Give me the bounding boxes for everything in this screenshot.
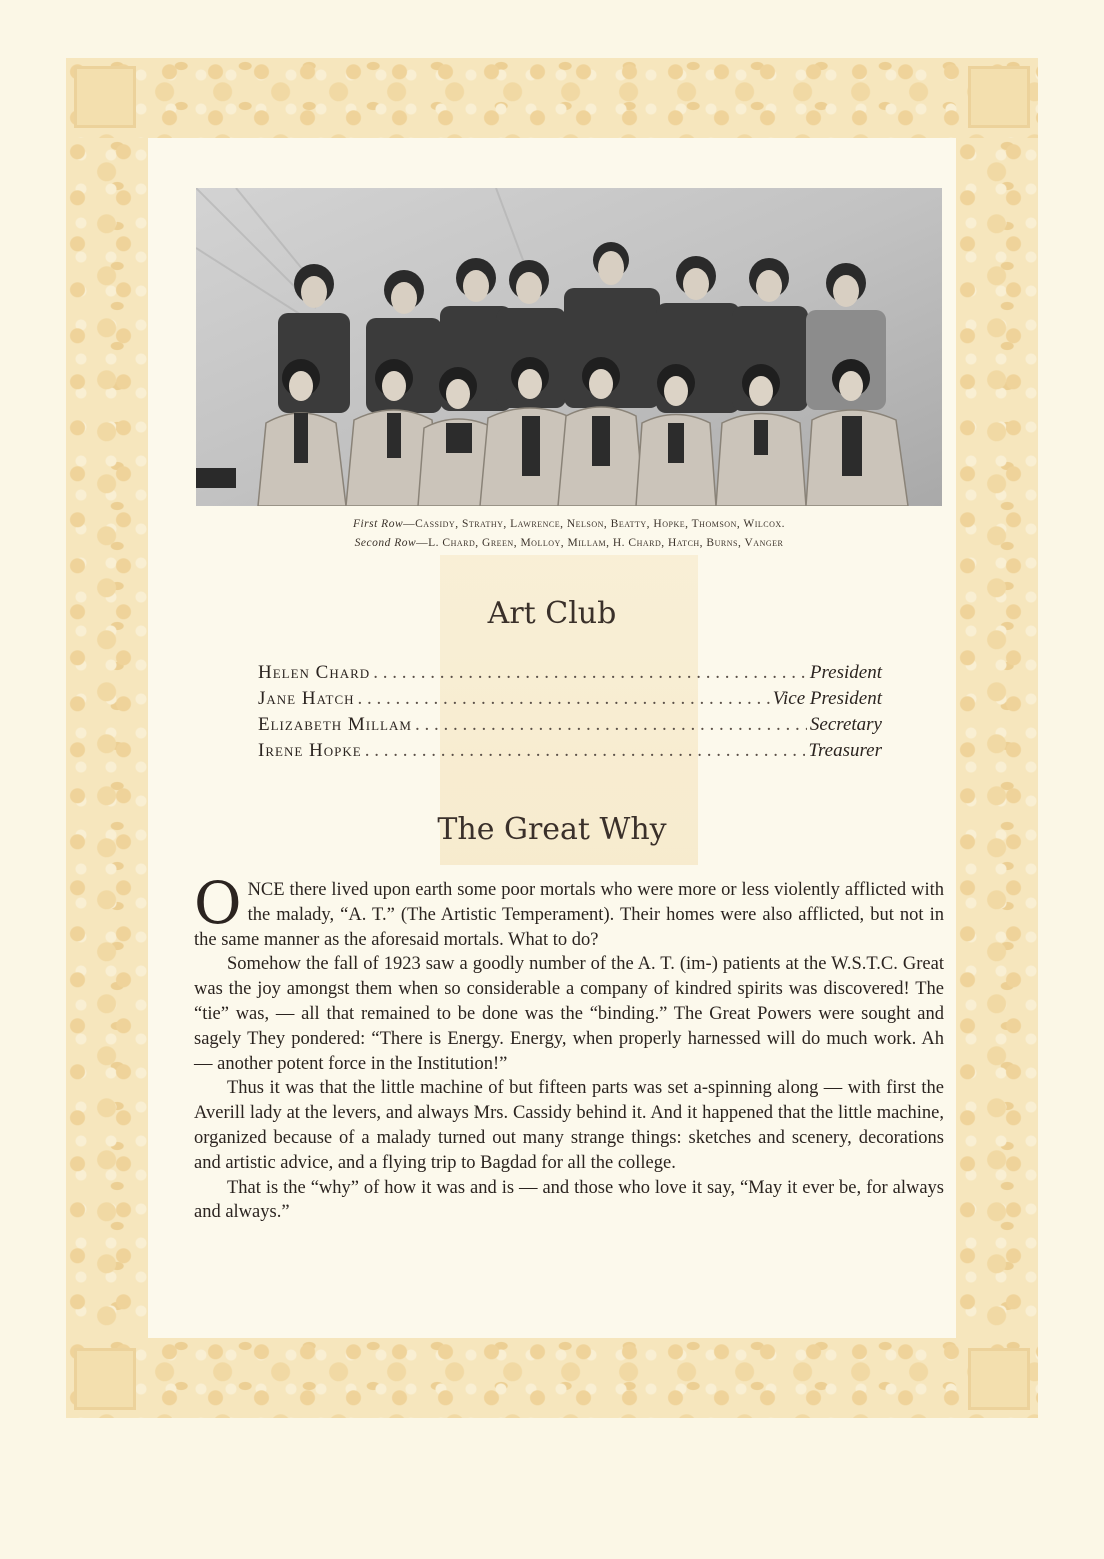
- border-right: [956, 138, 1038, 1338]
- officer-name: Helen Chard: [258, 662, 371, 683]
- officer-role: President: [809, 662, 882, 683]
- article-paragraph: Somehow the fall of 1923 saw a goodly number of the A. T. (im-) patients at the W.S.T.C. Great was the joy amongst them when so considerable a company of kindred spirits was discovered! The “tie” was, — all that remained to be done was the “binding.” The Great Powers were sought and sagely They pondered: “There is Energy. Energy, when properly harnessed will do much work. Ah — another potent force in the Institution!”: [194, 954, 944, 1074]
- officer-role: Treasurer: [808, 740, 882, 761]
- officer-row: [258, 714, 882, 740]
- officer-name: Jane Hatch: [258, 688, 355, 709]
- leader-dots: [358, 688, 770, 710]
- article-title: The Great Why: [437, 812, 667, 847]
- paragraph-text: NCE there lived upon earth some poor mortals who were more or less violently afflicted with the malady, “A. T.” (The Artistic Temperament). Their homes were also afflicted, but not in the same manner as the aforesaid mortals. What to do?: [194, 880, 944, 950]
- border-corner: [74, 66, 136, 128]
- border-bottom: [66, 1338, 1038, 1418]
- caption-row1-label: First Row: [352, 518, 404, 530]
- border-top: [66, 58, 1038, 138]
- officer-row: [258, 662, 882, 688]
- officer-list: [258, 662, 882, 766]
- officer-row: [258, 740, 882, 766]
- officer-role: Secretary: [809, 714, 882, 735]
- leader-dots: [373, 662, 807, 684]
- caption-row2-label: Second Row: [354, 537, 417, 549]
- border-corner: [74, 1348, 136, 1410]
- club-title: Art Club: [487, 596, 617, 631]
- group-photo-image: [196, 188, 942, 506]
- group-photo: [196, 188, 942, 506]
- caption-row2-names: —L. Chard, Green, Molloy, Millam, H. Chard, Hatch, Burns, Vanger: [416, 537, 784, 549]
- caption-row1-names: —Cassidy, Strathy, Lawrence, Nelson, Beatty, Hopke, Thomson, Wilcox.: [403, 518, 786, 530]
- officer-row: [258, 688, 882, 714]
- photo-caption-row1: [196, 518, 942, 530]
- article-paragraph: Thus it was that the little machine of but fifteen parts was set a-spinning along — with first the Averill lady at the levers, and always Mrs. Cassidy behind it. And it happened that the little machine, organized because of a malady turned out many strange things: sketches and scenery, decorations and artistic advice, and a flying trip to Bagdad for all the college.: [194, 1078, 944, 1173]
- officer-role: Vice President: [772, 688, 882, 709]
- article-paragraph: [194, 869, 944, 952]
- border-corner: [968, 1348, 1030, 1410]
- leader-dots: [365, 740, 806, 762]
- border-left: [66, 138, 148, 1338]
- officer-name: Irene Hopke: [258, 740, 362, 761]
- photo-caption-row2: [196, 537, 942, 549]
- article-paragraph: That is the “why” of how it was and is — and those who love it say, “May it ever be, for always and always.”: [194, 1177, 944, 1223]
- article-body: [194, 869, 944, 1225]
- border-corner: [968, 66, 1030, 128]
- drop-cap: O: [194, 869, 242, 937]
- officer-name: Elizabeth Millam: [258, 714, 412, 735]
- leader-dots: [415, 714, 807, 736]
